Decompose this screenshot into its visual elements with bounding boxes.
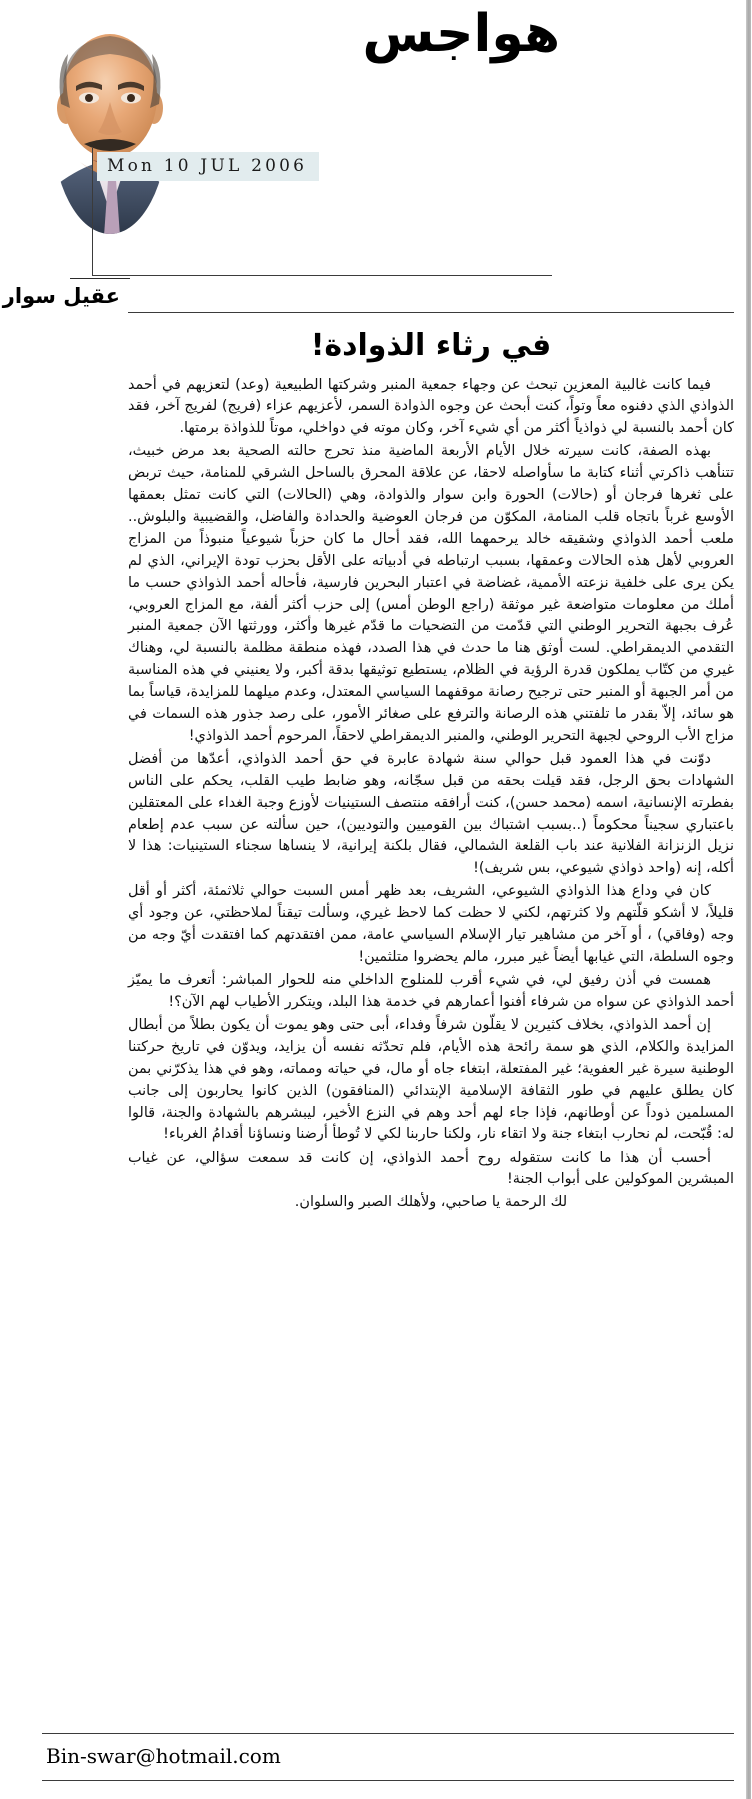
article-paragraph: فيما كانت غالبية المعزين تبحث عن وجهاء جمعية المنبر وشركتها الطبيعية (وعد) لتعزيهم في أحمد الذواذي الذي دفنوه معاً وتواً، كنت أبحث عن وجوه الذوادة السمر، لأعزيهم عزاء (فريج) لفريج آخر، فقد كان أحمد بالنسبة لي ذواذياً أكثر من أي شيء آخر، وكان موته في دواخلي، موتاً للذواذة برمتها. xyxy=(128,376,734,437)
publication-date: Mon 10 JUL 2006 xyxy=(97,152,319,181)
article-headline: في رثاء الذوادة! xyxy=(310,328,552,363)
article-paragraph: بهذه الصفة، كانت سيرته خلال الأيام الأربعة الماضية منذ تحرج حالته الصحية بعد مرض خبيث، تتنأهب ذاكرتي أثناء كتابة ما سأواصله لاحقا، عن علاقة المحرق بالساحل الشرقي للمنامة، حيث تربض على ثغرها فرجان أو (حالات) الحورة وابن سوار والذوادة، وهي (الحالات) التي كانت تمثل بعمقها الأوسع غرباً باتجاه قلب المنامة، المكوّن من فرجان العوضية والحدادة والفاضل، والقضيبية والبلوش.. ملعب أحمد الذواذي وشقيقه خالد يرحمهما الله، فقد أحال ما كان حزباً شيوعياً منبوذاً من المزاج العروبي لأهل هذه الحالات وعمقها، بسبب ارتباطه في أدبياته على الأقل بحزب تودة الإيراني، الذي لم يكن يرى على خلفية نزعته الأممية، غضاضة في اعتبار البحرين فارسية، فأحاله أحمد الذواذي حسب ما أملك من معلومات متواضعة غير موثقة (راجع الوطن أمس) إلى حزب أكثر ألفة، مع المزاج العروبي، عُرف بجبهة التحرير الوطني التي قدّمت من التضحيات ما قدّم غيرها وأكثر، وورثتها الآن جمعية المنبر التقدمي الديمقراطي. لست أوثق هنا ما حدث في هذا الصدد، فهذه منطقة مظلمة بالنسبة لي، وهناك غيري من كتّاب يملكون قدرة الرؤية في الظلام، يستطيع توثيقها بدقة أكبر، ولا يعنيني في هذه المناسبة من أمر الجبهة أو المنبر حتى ترجيح رصانة موقفهما السياسي المعتدل، وعدم ميلهما للمزايدة، قياساً بما هو سائد، إلاّ بقدر ما تلفتني هذه الرصانة والترفع على صغائر الأمور، على رصد جذور هذه السمات في مزاج الأب الروحي لجبهة التحرير الوطني، والمنبر الديمقراطي لاحقاً، المرحوم أحمد الذواذي! xyxy=(128,443,734,744)
article-closing-line: لك الرحمة يا صاحبي، ولأهلك الصبر والسلوان. xyxy=(294,1194,568,1211)
article-footer xyxy=(42,1733,734,1781)
masthead xyxy=(2,0,730,308)
article-paragraph: كان في وداع هذا الذواذي الشيوعي، الشريف، بعد ظهر أمس السبت حوالي ثلاثمئة، أكثر أو أقل قليلاً، لا أشكو قلّتهم ولا كثرتهم، لكني لا حظت كما لاحظ غيري، وسألت تيقناً لملاحظتي، عن وجود أي وجه (وفاقي) ، أو آخر من مشاهير تيار الإسلام السياسي عامة، ممن افتقدتهم كما افتقدت أيّ وجه من وجوه السلطة، التي غيابها أيضاً غير مبرر، مالم يحضروا متلثمين! xyxy=(128,883,734,966)
article-column xyxy=(128,312,734,1215)
author-email[interactable]: Bin-swar@hotmail.com xyxy=(46,1744,281,1768)
byline-divider xyxy=(70,278,130,279)
article-top-divider xyxy=(128,312,734,313)
footer-divider-bottom xyxy=(42,1780,734,1781)
column-masthead-title: هواجس xyxy=(362,4,560,64)
date-box xyxy=(92,148,552,276)
page-gutter-rule xyxy=(745,0,752,1799)
article-paragraph: دوّنت في هذا العمود قبل حوالي سنة شهادة عابرة في حق أحمد الذواذي، أعدّها من أفضل الشهادات بحق الرجل، فقد قيلت بحقه من قبل سجّانه، وهو ضابط طيب القلب، يحكم على الناس بفطرته الإنسانية، اسمه (محمد حسن)، كنت أرافقه منتصف الستينيات لأوزع وجبة الغداء على المعتقلين باعتباري سجيناً محكوماً (..بسبب اشتباك بين القوميين والتوديين)، حين سألته عن سبب عدم إطعام نزيل الزنزانة الفلانية عند باب القلعة الشمالي، فقال بلكنة إيرانية، لا ينساها سجناء الستينيات: هذا لا أكله، إنه (واحد ذواذي شيوعي، بس شريف)! xyxy=(128,750,734,877)
article-paragraph: همست في أذن رفيق لي، في شيء أقرب للمنلوج الداخلي منه للحوار المباشر: أتعرف ما يميّز أحمد الذواذي عن سواه من شرفاء أفنوا أعمارهم في خدمة هذا البلد، ويتكرر الأطياب لهم الآن؟! xyxy=(128,972,734,1010)
article-body xyxy=(128,375,734,1215)
article-paragraph: أحسب أن هذا ما كانت ستقوله روح أحمد الذواذي، إن كانت قد سمعت سؤالي، عن غياب المبشرين الموكولين على أبواب الجنة! xyxy=(128,1149,734,1188)
author-byline: عقيل سوار xyxy=(2,284,120,308)
article-paragraph: إن أحمد الذواذي، بخلاف كثيرين لا يقلّون شرفاً وفداء، أبى حتى وهو يموت أن يكون بطلاً من أبطال المزايدة والكلام، الذي هو سمة رائحة هذه الأيام، فلم تحدّثه نفسه أن يزايد، ويدوّن في تاريخ حركتنا الوطنية سيرة غير العفوية؛ غير المفتعلة، ابتغاء جاه أو مال، في حياته ومماته، وهو في هذا يذكرّني بمن كان يطلق عليهم في طور الثقافة الإسلامية الإبتدائي (المنافقون) الذين كانوا يحاربون إلى جانب المسلمين ذوداً عن أوطانهم، فإذا جاء لهم أحد وهم في النزع الأخير، ليبشرهم بالشهادة والجنة، قالوا له: قُبّحت، لم نحارب ابتغاء جنة ولا اتقاء نار، ولكنا حاربنا لكي لا تُوطأ أرضنا ونساؤنا أقدامُ الغرباء! xyxy=(128,1017,734,1143)
